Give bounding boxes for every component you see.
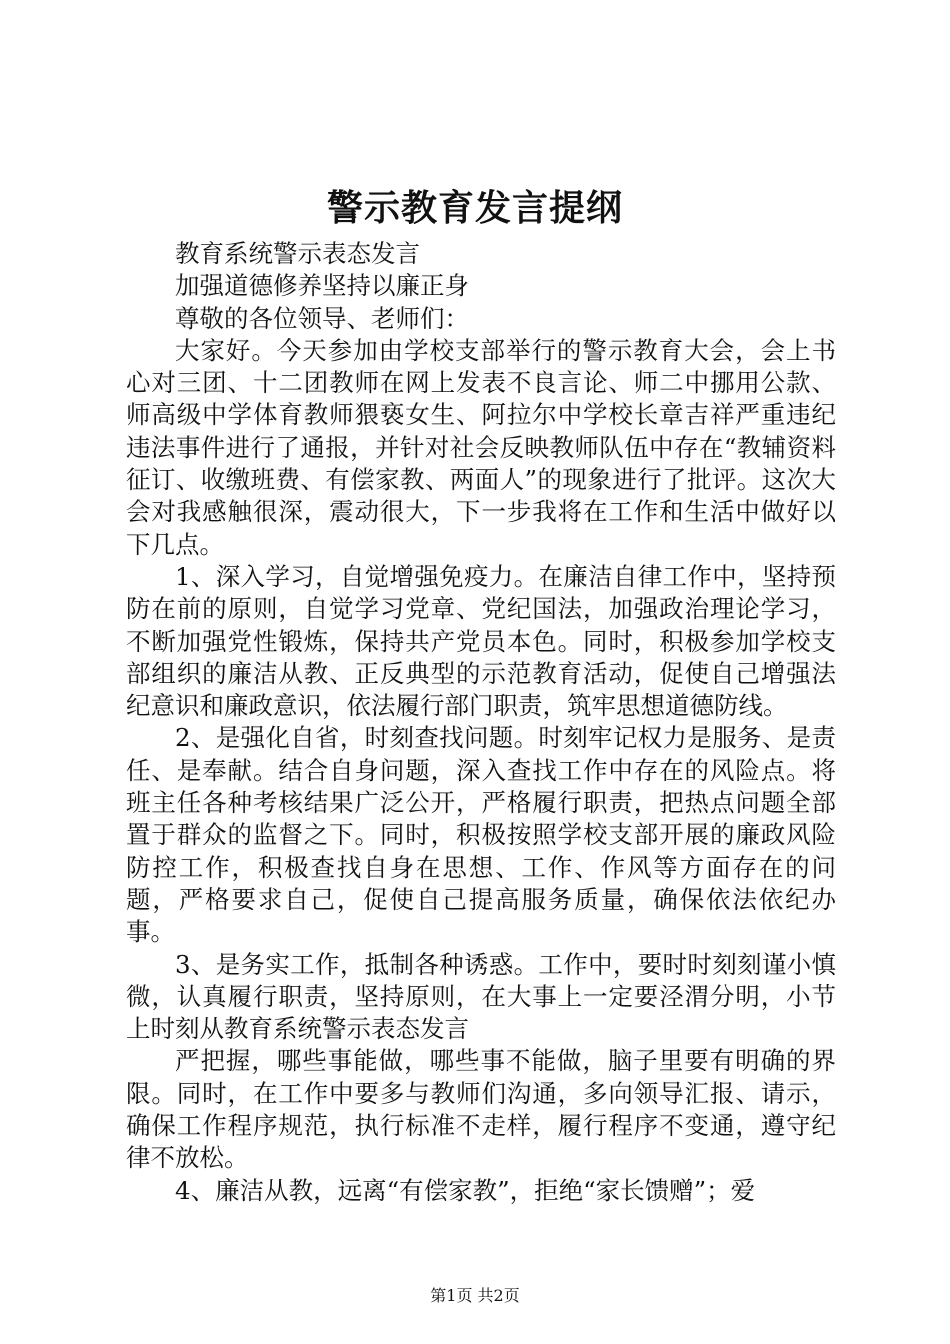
page-number: 第1页 共2页 bbox=[430, 1286, 520, 1305]
paragraph-point-1: 1、深入学习，自觉增强免疫力。在廉洁自律工作中，坚持预防在前的原则，自觉学习党章、党纪国法，加强政治理论学习，不断加强党性锻炼，保持共产党员本色。同时，积极参加学校支部组织的廉洁从教、正反典型的示范教育活动，促使自己增强法纪意识和廉政意识，依法履行部门职责，筑牢思想道德防线。 bbox=[126, 561, 836, 721]
document-body bbox=[126, 238, 836, 1207]
document-title: 警示教育发言提纲 bbox=[326, 188, 623, 229]
paragraph-point-4: 4、廉洁从教，远离“有偿家教”，拒绝“家长馈赠”；爱 bbox=[175, 1175, 756, 1205]
paragraph-point-2: 2、是强化自省，时刻查找问题。时刻牢记权力是服务、是责任、是奉献。结合自身问题，深入查找工作中存在的风险点。将班主任各种考核结果广泛公开，严格履行职责，把热点问题全部置于群众的监督之下。同时，积极按照学校支部开展的廉政风险防控工作，积极查找自身在思想、工作、作风等方面存在的问题，严格要求自己，促使自己提高服务质量，确保依法依纪办事。 bbox=[126, 723, 836, 947]
paragraph-point-3: 3、是务实工作，抵制各种诱惑。工作中，要时时刻刻谨小慎微，认真履行职责，坚持原则，在大事上一定要泾渭分明，小节上时刻从教育系统警示表态发言 bbox=[126, 949, 836, 1044]
paragraph-intro: 大家好。今天参加由学校支部举行的警示教育大会，会上书心对三团、十二团教师在网上发表不良言论、师二中挪用公款、师高级中学体育教师猥亵女生、阿拉尔中学校长章吉祥严重违纪违法事件进行了通报，并针对社会反映教师队伍中存在“教辅资料征订、收缴班费、有偿家教、两面人”的现象进行了批评。这次大会对我感触很深，震动很大，下一步我将在工作和生活中做好以下几点。 bbox=[126, 335, 836, 559]
paragraph-motto: 加强道德修养坚持以廉正身 bbox=[175, 271, 469, 301]
paragraph-salutation: 尊敬的各位领导、老师们： bbox=[175, 303, 469, 333]
paragraph-point-3-continued: 严把握，哪些事能做，哪些事不能做，脑子里要有明确的界限。同时，在工作中要多与教师们沟通，多向领导汇报、请示，确保工作程序规范，执行标准不走样，履行程序不变通，遵守纪律不放松。 bbox=[126, 1046, 836, 1173]
paragraph-subtitle: 教育系统警示表态发言 bbox=[175, 239, 420, 268]
